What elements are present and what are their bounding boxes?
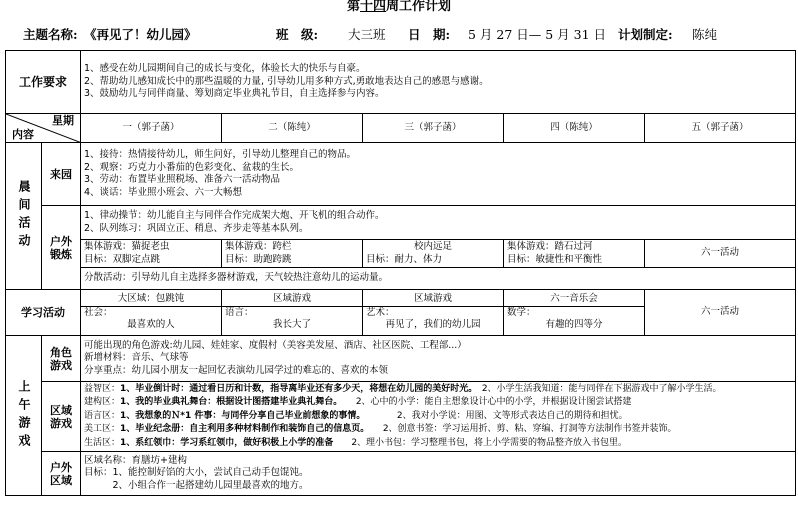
requirements-content xyxy=(81,51,796,114)
outdoor-exercise-content xyxy=(81,206,796,240)
role-play-row xyxy=(6,336,796,382)
scatter-activity: 分散活动：引导幼儿自主选择多器材游戏，天气较热注意幼儿的运动量。 xyxy=(81,268,796,290)
arrival-item: 2、观察：巧克力小番茄的色彩变化、盆栽的生长。 xyxy=(84,161,300,173)
area-game-row xyxy=(6,382,796,452)
schedule-table xyxy=(5,50,796,496)
date-label: 日 期: xyxy=(408,27,451,42)
corner-content-label: 内容 xyxy=(12,127,34,141)
area-game-item xyxy=(84,437,792,451)
arrival-row xyxy=(6,143,796,206)
morning-activity-label: 晨间活动 xyxy=(6,143,42,290)
study-subject: 数学： xyxy=(507,306,536,318)
title-prefix: 第 xyxy=(346,0,360,14)
area-game-item xyxy=(84,423,792,437)
game-goal: 目标：敏捷性和平衡性 xyxy=(507,253,603,265)
planner-value: 陈纯 xyxy=(692,27,718,42)
day-header-wed: 三（郭子菡） xyxy=(363,114,504,143)
planner-label: 计划制定: xyxy=(618,27,673,42)
area-game-content xyxy=(81,382,796,452)
role-play-label: 角色游戏 xyxy=(42,336,81,382)
area-game-item xyxy=(84,383,792,397)
study-topic: 大区域：包跳饨 xyxy=(81,293,221,307)
study-topic: 区域游戏 xyxy=(222,293,362,307)
title-week-number: 十四 xyxy=(359,0,386,14)
game-name: 集体游戏：猫捉老虫 xyxy=(84,241,170,252)
arrival-item: 3、劳动：布置毕业照税场、准备六一活动物品 xyxy=(84,174,281,185)
area-game-item xyxy=(84,410,792,424)
area-goal-1: 1、系红领巾：学习系红领巾，做好积极上小学的准备 xyxy=(120,437,334,448)
outdoor-game-mon xyxy=(81,240,222,268)
study-fri: 六一活动 xyxy=(645,290,796,336)
area-goal-2: 2、小学生活我知道：能与同伴在下据游戏中了解小学生活。 xyxy=(481,383,722,394)
outdoor-game-wed xyxy=(363,240,504,268)
outdoor-games-row xyxy=(6,240,796,268)
day-header-fri: 五（郭子菡） xyxy=(645,114,796,143)
day-header-mon: 一（郭子菡） xyxy=(81,114,222,143)
requirements-row xyxy=(6,51,796,114)
corner-weekday-label: 星期 xyxy=(52,114,75,127)
area-goal-2: 2、创意书签：学习运用折、剪、粘、穿编、打洞等方法制作书签并装饰。 xyxy=(382,424,677,435)
area-goal-1: 1、毕业纪念册：自主利用多种材料制作和装饰自己的信息页。 xyxy=(120,424,365,435)
game-goal: 目标：双脚定点跳 xyxy=(84,253,161,265)
game-name: 集体游戏：踏石过河 xyxy=(507,241,593,252)
role-play-item: 分享重点：幼儿园小朋友一起回忆表演幼儿园学过的难忘的、喜欢的本领 xyxy=(84,364,389,376)
requirement-item: 2、帮助幼儿感知成长中的那些温暖的力量, 引导幼儿用多种方式,勇敢地表达自己的感恩与感谢。 xyxy=(84,75,489,87)
title-suffix: 周工作计划 xyxy=(386,0,452,14)
role-play-item: 新增材料：音乐、气球等 xyxy=(84,352,189,364)
outdoor-area-item: 2、小组合作一起搭建幼儿园里最喜欢的地方。 xyxy=(84,479,309,491)
theme-label: 主题名称: xyxy=(23,27,78,42)
area-name: 建构区： xyxy=(84,397,121,408)
study-thu xyxy=(504,290,645,336)
outdoor-area-content xyxy=(81,452,796,496)
requirements-label: 工作要求 xyxy=(6,51,81,114)
study-title: 有趣的四等分 xyxy=(545,319,603,331)
study-topic: 六一音乐会 xyxy=(504,293,644,307)
game-goal: 目标：耐力、体力 xyxy=(366,253,443,265)
area-name: 生活区： xyxy=(84,437,121,448)
area-goal-2: 2、我对小学说：用图、文等形式表达自己的期待和担忧。 xyxy=(396,410,628,421)
arrival-label: 来园 xyxy=(42,143,81,206)
area-goal-1: 1、我的毕业典礼舞台：根据设计图搭建毕业典礼舞台。 xyxy=(120,397,338,408)
study-mon xyxy=(81,290,222,336)
game-goal: 目标：助跑跨跳 xyxy=(225,253,292,265)
role-play-content xyxy=(81,336,796,382)
outdoor-game-thu xyxy=(504,240,645,268)
area-game-label: 区域游戏 xyxy=(42,382,81,452)
study-activity-label: 学习活动 xyxy=(6,290,81,336)
date-value: 5 月 27 日— 5 月 31 日 xyxy=(468,27,607,42)
game-name: 集体游戏：跨栏 xyxy=(225,241,292,252)
study-title: 最喜欢的人 xyxy=(127,319,175,331)
requirement-item: 3、鼓励幼儿与同伴商量、筹划商定毕业典礼节目，自主选择参与内容。 xyxy=(84,88,385,100)
study-title: 我长大了 xyxy=(273,319,312,331)
study-topic: 区域游戏 xyxy=(363,293,503,307)
area-goal-1: 1、我想象的Ｎ*1 件事：与同伴分享自己毕业前想象的事情。 xyxy=(120,410,361,421)
outdoor-exercise-row xyxy=(6,206,796,240)
study-tue xyxy=(222,290,363,336)
arrival-item: 4、谈话：毕业照小班会、六一大畅想 xyxy=(84,186,243,198)
game-name: 校内远足 xyxy=(414,241,453,252)
day-header-tue: 二（陈纯） xyxy=(222,114,363,143)
outdoor-area-label: 户外区域 xyxy=(42,452,81,496)
theme-value: 《再见了！幼儿园》 xyxy=(84,27,197,42)
outdoor-item: 2、队列练习：巩固立正、稍息、齐步走等基本队列。 xyxy=(84,222,309,234)
requirement-item: 1、感受在幼儿园期间自己的成长与变化，体验长大的快乐与自豪。 xyxy=(84,63,366,75)
arrival-item: 1、接待：热情接待幼儿，师生问好，引导幼儿整理自己的物品。 xyxy=(84,149,357,160)
area-game-item xyxy=(84,396,792,410)
outdoor-area-item: 区域名称：育膳坊+建构 xyxy=(84,454,187,466)
forenoon-game-label: 上午游戏 xyxy=(6,336,42,496)
role-play-item: 可能出现的角色游戏:幼儿园、娃娃家、度假村（美容美发屋、酒店、社区医院、工程部...） xyxy=(84,339,467,351)
area-goal-2: 2、理小书包：学习整理书包，将上小学需要的物品整齐放入书包里。 xyxy=(351,437,628,448)
study-subject: 社会： xyxy=(84,306,113,318)
class-value: 大三班 xyxy=(348,27,386,42)
page-title xyxy=(0,0,798,16)
area-name: 语言区： xyxy=(84,410,121,421)
outdoor-area-item: 目标：1、能控制好馅的大小，尝试自己动手包馄饨。 xyxy=(84,467,309,479)
area-goal-1: 1、毕业倒计时：通过看日历和计数，指导离毕业还有多少天，将想在幼儿园的美好时光。 xyxy=(120,383,473,394)
study-wed xyxy=(363,290,504,336)
class-label: 班 级: xyxy=(276,27,319,42)
study-row xyxy=(6,290,796,336)
study-subject: 语言： xyxy=(225,306,254,318)
outdoor-area-row xyxy=(6,452,796,496)
area-goal-2: 2、心中的小学：能自主想象设计心中的小学，并根据设计图尝试搭建 xyxy=(355,397,632,408)
day-header-thu: 四（陈纯） xyxy=(504,114,645,143)
study-subject: 艺术： xyxy=(366,306,395,318)
outdoor-exercise-label: 户外锻炼 xyxy=(42,206,81,290)
arrival-content xyxy=(81,143,796,206)
study-title: 再见了，我们的幼儿园 xyxy=(385,319,481,331)
outdoor-item: 1、律动操节：幼儿能自主与同伴合作完成架大炮、开飞机的组合动作。 xyxy=(84,210,385,221)
area-name: 益智区： xyxy=(84,383,121,394)
plan-header xyxy=(0,25,798,45)
outdoor-game-fri: 六一活动 xyxy=(645,240,796,268)
day-content-corner xyxy=(6,114,81,143)
outdoor-game-tue xyxy=(222,240,363,268)
scatter-activity-row xyxy=(6,268,796,290)
days-header-row xyxy=(6,114,796,143)
area-name: 美工区： xyxy=(84,424,121,435)
